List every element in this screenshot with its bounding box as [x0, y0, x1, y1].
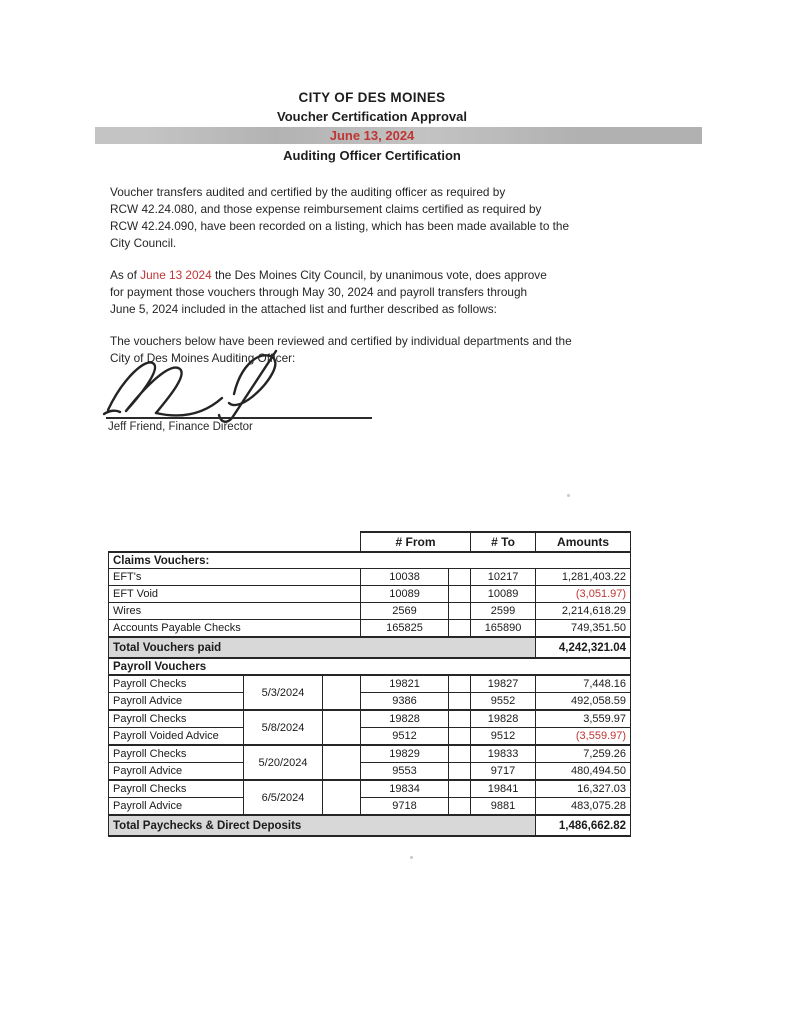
spacer-cell: [449, 710, 471, 728]
header-spacer: [109, 532, 361, 552]
voucher-from-number: 2569: [361, 603, 449, 620]
scan-speckle: [567, 494, 570, 497]
voucher-amount: 7,448.16: [536, 675, 631, 693]
paragraph-line: [110, 267, 630, 284]
voucher-to-number: 10217: [471, 569, 536, 586]
voucher-description: Payroll Checks: [109, 675, 244, 693]
approval-pre-text: As of: [110, 268, 141, 282]
org-title: CITY OF DES MOINES: [298, 90, 446, 105]
table-header-row: [109, 532, 631, 552]
paragraph-certification: [110, 184, 630, 252]
table-row: [109, 637, 631, 658]
table-row: [109, 693, 631, 711]
voucher-amount: 749,351.50: [536, 620, 631, 638]
voucher-to-number: 10089: [471, 586, 536, 603]
section-label: Claims Vouchers:: [109, 552, 631, 569]
table-row: [109, 763, 631, 781]
voucher-from-number: 9386: [361, 693, 449, 711]
paragraph-line: for payment those vouchers through May 30, 2024 and payroll transfers through: [110, 285, 528, 299]
paragraph-line: City Council.: [110, 236, 177, 250]
table-row: [109, 586, 631, 603]
scan-speckle: [410, 856, 413, 859]
voucher-description: Payroll Advice: [109, 798, 244, 816]
spacer-cell: [323, 710, 361, 745]
approval-rest-text: the Des Moines City Council, by unanimous vote, does approve: [211, 268, 547, 282]
voucher-from-number: 9553: [361, 763, 449, 781]
table-row: [109, 728, 631, 746]
voucher-amount: 3,559.97: [536, 710, 631, 728]
voucher-to-number: 19833: [471, 745, 536, 763]
voucher-amount: (3,051.97): [536, 586, 631, 603]
paragraph-line: RCW 42.24.090, have been recorded on a listing, which has been made available to the: [110, 219, 570, 233]
paragraph-approval: [110, 267, 630, 318]
payroll-date: 5/8/2024: [244, 710, 323, 745]
voucher-amount: 1,281,403.22: [536, 569, 631, 586]
voucher-table: [108, 531, 631, 837]
table-row: [109, 780, 631, 798]
voucher-amount: 480,494.50: [536, 763, 631, 781]
spacer-cell: [449, 728, 471, 746]
voucher-to-number: 19828: [471, 710, 536, 728]
voucher-to-number: 9512: [471, 728, 536, 746]
signer-name: Jeff Friend, Finance Director: [108, 421, 253, 433]
spacer-cell: [323, 745, 361, 780]
voucher-amount: 2,214,618.29: [536, 603, 631, 620]
voucher-from-number: 165825: [361, 620, 449, 638]
voucher-amount: 483,075.28: [536, 798, 631, 816]
voucher-to-number: 9881: [471, 798, 536, 816]
payroll-date: 5/3/2024: [244, 675, 323, 710]
voucher-to-number: 19827: [471, 675, 536, 693]
spacer-cell: [323, 675, 361, 710]
spacer-cell: [449, 693, 471, 711]
total-amount: 1,486,662.82: [536, 815, 631, 836]
voucher-from-number: 19821: [361, 675, 449, 693]
spacer-cell: [449, 798, 471, 816]
voucher-description: Payroll Advice: [109, 763, 244, 781]
total-label: Total Paychecks & Direct Deposits: [109, 815, 536, 836]
document-header: [52, 90, 692, 163]
voucher-from-number: 9718: [361, 798, 449, 816]
voucher-from-number: 19829: [361, 745, 449, 763]
table-row: [109, 815, 631, 836]
spacer-cell: [449, 763, 471, 781]
voucher-description: Payroll Advice: [109, 693, 244, 711]
section-label: Payroll Vouchers: [109, 658, 631, 675]
total-amount: 4,242,321.04: [536, 637, 631, 658]
payroll-date: 5/20/2024: [244, 745, 323, 780]
table-row: [109, 745, 631, 763]
spacer-cell: [449, 745, 471, 763]
voucher-from-number: 9512: [361, 728, 449, 746]
col-header-amounts: Amounts: [536, 532, 631, 552]
table-row: [109, 798, 631, 816]
date-banner: [52, 127, 692, 146]
voucher-description: EFT Void: [109, 586, 361, 603]
voucher-description: Accounts Payable Checks: [109, 620, 361, 638]
voucher-description: Payroll Voided Advice: [109, 728, 244, 746]
voucher-description: Payroll Checks: [109, 780, 244, 798]
table-row: [109, 603, 631, 620]
payroll-date: 6/5/2024: [244, 780, 323, 815]
voucher-amount: (3,559.97): [536, 728, 631, 746]
document-title: Voucher Certification Approval: [277, 109, 467, 124]
banner-date-text: June 13, 2024: [329, 128, 415, 143]
approval-date-text: June 13 2024: [140, 268, 212, 282]
paragraph-line: June 5, 2024 included in the attached list and further described as follows:: [110, 302, 497, 316]
voucher-from-number: 10038: [361, 569, 449, 586]
col-header-from: # From: [361, 532, 471, 552]
paragraph-line: City of Des Moines Auditing Officer:: [110, 351, 296, 365]
table-row: [109, 658, 631, 675]
section-title: Auditing Officer Certification: [283, 148, 461, 163]
spacer-cell: [449, 586, 471, 603]
voucher-description: Payroll Checks: [109, 745, 244, 763]
voucher-to-number: 9552: [471, 693, 536, 711]
voucher-from-number: 19834: [361, 780, 449, 798]
voucher-amount: 16,327.03: [536, 780, 631, 798]
signature-line: [106, 417, 372, 419]
col-header-to: # To: [471, 532, 536, 552]
total-label: Total Vouchers paid: [109, 637, 536, 658]
spacer-cell: [449, 780, 471, 798]
spacer-cell: [449, 675, 471, 693]
voucher-from-number: 10089: [361, 586, 449, 603]
spacer-cell: [323, 780, 361, 815]
voucher-to-number: 2599: [471, 603, 536, 620]
spacer-cell: [449, 620, 471, 638]
table-row: [109, 620, 631, 638]
table-row: [109, 710, 631, 728]
paragraph-line: Voucher transfers audited and certified by the auditing officer as required by: [110, 185, 506, 199]
spacer-cell: [449, 569, 471, 586]
voucher-description: EFT's: [109, 569, 361, 586]
table-row: [109, 569, 631, 586]
voucher-description: Payroll Checks: [109, 710, 244, 728]
voucher-amount: 7,259.26: [536, 745, 631, 763]
voucher-description: Wires: [109, 603, 361, 620]
paragraph-line: RCW 42.24.080, and those expense reimbursement claims certified as required by: [110, 202, 542, 216]
voucher-to-number: 9717: [471, 763, 536, 781]
table-row: [109, 552, 631, 569]
voucher-to-number: 19841: [471, 780, 536, 798]
paragraph-line: The vouchers below have been reviewed and certified by individual departments and the: [110, 334, 572, 348]
voucher-to-number: 165890: [471, 620, 536, 638]
handwritten-signature: [100, 348, 400, 428]
spacer-cell: [449, 603, 471, 620]
voucher-amount: 492,058.59: [536, 693, 631, 711]
voucher-from-number: 19828: [361, 710, 449, 728]
table-row: [109, 675, 631, 693]
